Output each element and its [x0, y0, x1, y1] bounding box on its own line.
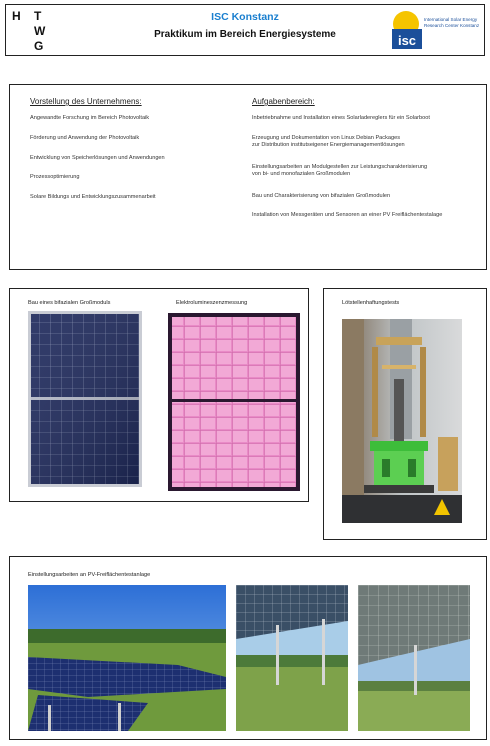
isc-logo: isc International Solar Energy Research Center Konstanz	[390, 9, 478, 51]
page-subtitle: Praktikum im Bereich Energiesysteme	[154, 29, 336, 40]
task-item: Installation von Messgeräten und Sensoren an einer PV Freiflächentestalage	[252, 212, 443, 218]
htwg-logo: H T W G	[12, 9, 46, 53]
task-item: Erzeugung und Dokumentation von Linux Debian Packages zur Distribution institutseigener Energiemanagementlösungen	[252, 135, 405, 149]
task-item: Inbetriebnahme und Installation eines Solarladereglers für ein Solarboot	[252, 115, 430, 121]
company-item: Angewandte Forschung im Bereich Photovoltaik	[30, 115, 150, 121]
task-item: Bau und Charakterisierung von bifazialen Großmodulen	[252, 193, 391, 199]
module-figures-panel	[9, 288, 309, 502]
pv-field-photo-1	[28, 585, 226, 731]
electroluminescence-photo	[168, 313, 300, 491]
info-panel	[9, 84, 487, 270]
solder-test-panel	[323, 288, 487, 540]
solder-adhesion-test-photo	[342, 319, 462, 523]
pv-field-photo-3	[358, 585, 470, 731]
header-banner	[5, 4, 485, 56]
field-test-panel	[9, 556, 487, 740]
company-item: Solare Bildungs und Entwicklungszusammenarbeit	[30, 194, 156, 200]
svg-text:isc: isc	[397, 33, 417, 48]
el-caption: Elektrolumineszenzmessung	[176, 300, 248, 306]
pv-field-photo-2	[236, 585, 348, 731]
field-caption: Einstellungsarbeiten an PV-Freiflächentestanlage	[28, 572, 151, 578]
task-item: Einstellungsarbeiten an Modulgestellen zur Leistungscharakterisierung von bi- und monofazialen Großmodulen	[252, 164, 428, 178]
solder-caption: Lötstellenhaftungstests	[342, 300, 400, 306]
company-item: Entwicklung von Speicherlösungen und Anwendungen	[30, 155, 165, 161]
bifacial-module-photo	[28, 311, 142, 487]
company-item: Förderung und Anwendung der Photovoltaik	[30, 135, 140, 141]
company-item: Prozessoptimierung	[30, 174, 80, 180]
company-heading: Vorstellung des Unternehmens:	[30, 97, 142, 106]
tasks-heading: Aufgabenbereich:	[252, 97, 315, 106]
module-caption: Bau eines bifazialen Großmoduls	[28, 300, 111, 306]
page-title: ISC Konstanz	[211, 11, 279, 23]
